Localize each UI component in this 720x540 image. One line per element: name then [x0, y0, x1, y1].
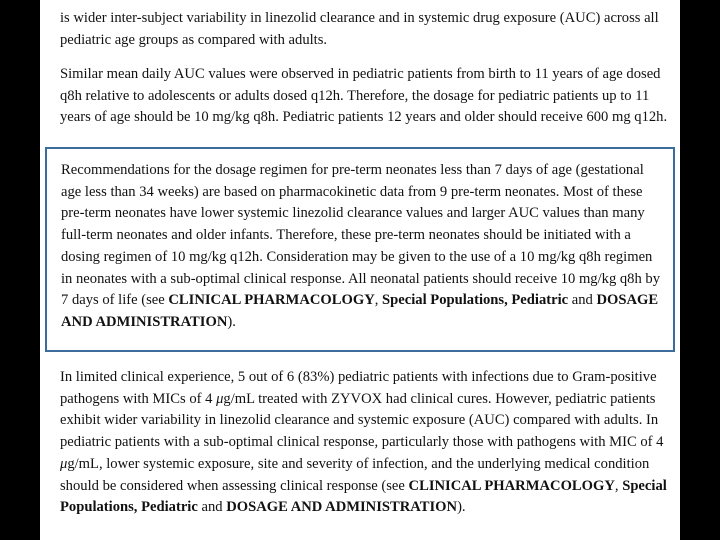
reference-special-populations: Special Populations, Pediatric [60, 477, 667, 516]
mu-symbol: μ [216, 390, 224, 407]
reference-clinical-pharmacology: CLINICAL PHARMACOLOGY [408, 477, 615, 494]
paragraph-auc-variability [60, 8, 670, 51]
reference-dosage-administration: DOSAGE AND ADMINISTRATION [61, 292, 659, 330]
separator: and [568, 292, 597, 309]
reference-clinical-pharmacology: CLINICAL PHARMACOLOGY [168, 292, 375, 309]
paragraph-text: is wider inter-subject variability in linezolid clearance and in systemic drug exposure (AUC) across all pediatric age groups as compared with adults. [60, 10, 659, 48]
paragraph-end: ). [227, 313, 236, 330]
reference-special-populations: Special Populations, Pediatric [382, 292, 569, 309]
paragraph-clinical-experience [60, 367, 670, 519]
paragraph-text: g/mL treated with ZYVOX had clinical cures. However, pediatric patients exhibit wider variability in linezolid clearance and systemic exposure (AUC) compared with adults. In pediatric patients with a sub-optimal clinical response, particularly those with pathogens with MIC of 4 [60, 390, 664, 451]
paragraph-text: In limited clinical experience, 5 out of 6 (83%) pediatric patients with infections due to Gram-positive pathogens with MICs of 4 [60, 369, 657, 407]
separator: and [197, 499, 227, 516]
separator: , [374, 292, 383, 309]
reference-dosage-administration: DOSAGE AND ADMINISTRATION [226, 499, 458, 516]
document-page [40, 0, 680, 540]
highlight-box [45, 147, 675, 352]
paragraph-preterm-neonates [61, 160, 664, 334]
paragraph-text: g/mL, lower systemic exposure, site and severity of infection, and the underlying medical condition should be considered when assessing clinical response (see [60, 455, 650, 494]
mu-symbol: μ [60, 455, 68, 472]
paragraph-dosage-pediatric [60, 64, 670, 129]
paragraph-end: ). [457, 499, 466, 516]
separator: , [614, 477, 623, 494]
paragraph-text: Recommendations for the dosage regimen for pre-term neonates less than 7 days of age (gestational age less than 34 weeks) are based on pharmacokinetic data from 9 pre-term neonates. Most of these pre-term neonates have lower systemic linezolid clearance values and larger AUC values than many full-term neonates and older infants. Therefore, these pre-term neonates should be initiated with a dosing regimen of 10 mg/kg q12h. Consideration may be given to the use of a 10 mg/kg q8h regimen in neonates with a sub-optimal clinical response. All neonatal patients should receive 10 mg/kg q8h by 7 days of life (see [61, 162, 661, 309]
paragraph-text: Similar mean daily AUC values were observed in pediatric patients from birth to 11 years of age dosed q8h relative to adolescents or adults dosed q12h. Therefore, the dosage for pediatric patients up to 11 years of age should be 10 mg/kg q8h. Pediatric patients 12 years and older should receive 600 mg q12h. [60, 66, 668, 126]
